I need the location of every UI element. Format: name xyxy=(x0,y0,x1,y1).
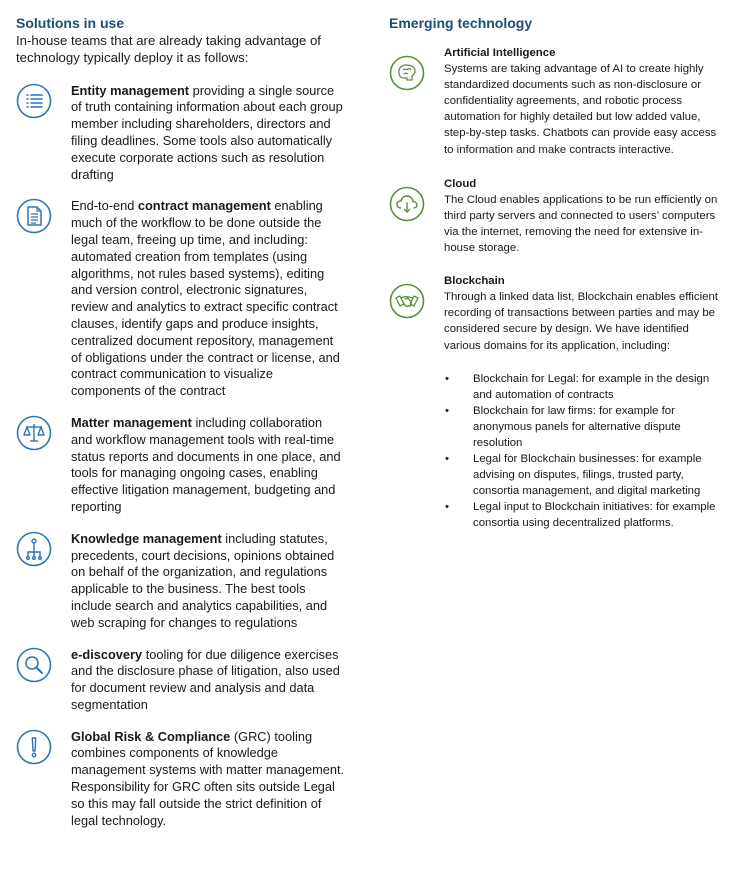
entity-management-item xyxy=(16,83,346,184)
knowledge-management-item xyxy=(16,531,346,632)
blockchain-title: Blockchain xyxy=(444,275,505,288)
item-heading: e-discovery xyxy=(71,646,143,662)
emerging-column xyxy=(389,14,719,532)
list-item xyxy=(445,371,719,403)
ai-item xyxy=(389,45,719,158)
ai-title: Artificial Intelligence xyxy=(444,47,556,59)
item-heading: Entity management xyxy=(71,82,190,98)
list-item xyxy=(445,451,719,499)
handshake-icon xyxy=(389,283,425,319)
item-heading: Knowledge management xyxy=(71,530,222,546)
exclamation-icon xyxy=(16,729,52,765)
blockchain-text: Through a linked data list, Blockchain enables efficient recording of transactions between parties and may be considered secure by design. We have identified various domains for its application, including: xyxy=(444,291,718,352)
item-text: including statutes, precedents, court decisions, opinions obtained on behalf of the organization, and regulations applicable to the business. The best tools include search and analytics capabilities, and web scraping for changes to regulations xyxy=(71,530,335,630)
list-item-text: Blockchain for law firms: for example for anonymous panels for alternative dispute resolution xyxy=(473,404,681,449)
cloud-title: Cloud xyxy=(444,177,477,190)
grc-item xyxy=(16,729,346,830)
e-discovery-item xyxy=(16,647,346,714)
list-item-text: Legal for Blockchain businesses: for example advising on disputes, filings, trusted party, consortia management, and digital marketing xyxy=(473,453,702,498)
item-heading: contract management xyxy=(137,198,271,214)
network-icon xyxy=(16,531,52,567)
item-text: (GRC) tooling combines components of knowledge management systems with matter management. Responsibility for GRC often sits outside Legal so this may fall outside the strict definition of legal technology. xyxy=(71,728,345,828)
search-icon xyxy=(16,647,52,683)
cloud-icon xyxy=(389,186,425,222)
cloud-item xyxy=(389,176,719,256)
bullet-glyph: • xyxy=(445,453,449,466)
bullet-glyph: • xyxy=(445,404,449,417)
solutions-intro: In-house teams that are already taking advantage of technology typically deploy it as follows: xyxy=(16,33,321,65)
list-icon xyxy=(16,83,52,119)
solutions-title: Solutions in use xyxy=(16,15,125,31)
scales-icon xyxy=(16,415,52,451)
bullet-glyph: • xyxy=(445,501,449,514)
list-item xyxy=(445,403,719,451)
list-item-text: Legal input to Blockchain initiatives: for example consortia using decentralized platforms. xyxy=(473,501,716,530)
bullet-glyph: • xyxy=(445,372,449,385)
blockchain-domains-list xyxy=(389,371,719,532)
ai-text: Systems are taking advantage of AI to create highly standardized documents such as non-disclosure or confidentiality agreements, and robotic process automation for highly detailed but low added value, step-by-step tasks. Chatbots can provide easy access to information and make contracts interactive. xyxy=(444,63,717,156)
contract-management-item xyxy=(16,198,346,400)
document-icon xyxy=(16,198,52,234)
list-item-text: Blockchain for Legal: for example in the design and automation of contracts xyxy=(473,372,710,401)
brain-icon xyxy=(389,55,425,91)
item-prefix: End-to-end xyxy=(71,198,138,214)
item-text: enabling much of the workflow to be done outside the legal team, freeing up time, and including: automated creation from templates (using algorithms, not rules based systems), editing and version control, electronic signatures, review and analytics to extract specific contract clauses, identify gaps and produce insights, centralized document repository, management of obligations under the contract or license, and contract communication to visualize components of the contract xyxy=(71,198,340,399)
solutions-column xyxy=(16,14,346,829)
item-heading: Matter management xyxy=(71,414,192,430)
blockchain-item xyxy=(389,273,719,353)
item-heading: Global Risk & Compliance xyxy=(71,728,231,744)
cloud-text: The Cloud enables applications to be run efficiently on third party servers and connected to users’ computers via the internet, removing the need for extensive in-house storage. xyxy=(444,193,718,255)
item-text: providing a single source of truth containing information about each group member including shareholders, directors and filing deadlines. Some tools also automatically execute corporate actions such as resolution drafting xyxy=(71,82,343,182)
emerging-title: Emerging technology xyxy=(389,15,533,31)
matter-management-item xyxy=(16,415,346,516)
list-item xyxy=(445,499,719,531)
item-text: tooling for due diligence exercises and the disclosure phase of litigation, also used for document review and analysis and data segmentation xyxy=(71,646,340,712)
item-text: including collaboration and workflow management tools with real-time status reports and documents in one place, and tools for managing ongoing cases, enabling effective litigation management, budgeting and reporting xyxy=(71,414,341,514)
